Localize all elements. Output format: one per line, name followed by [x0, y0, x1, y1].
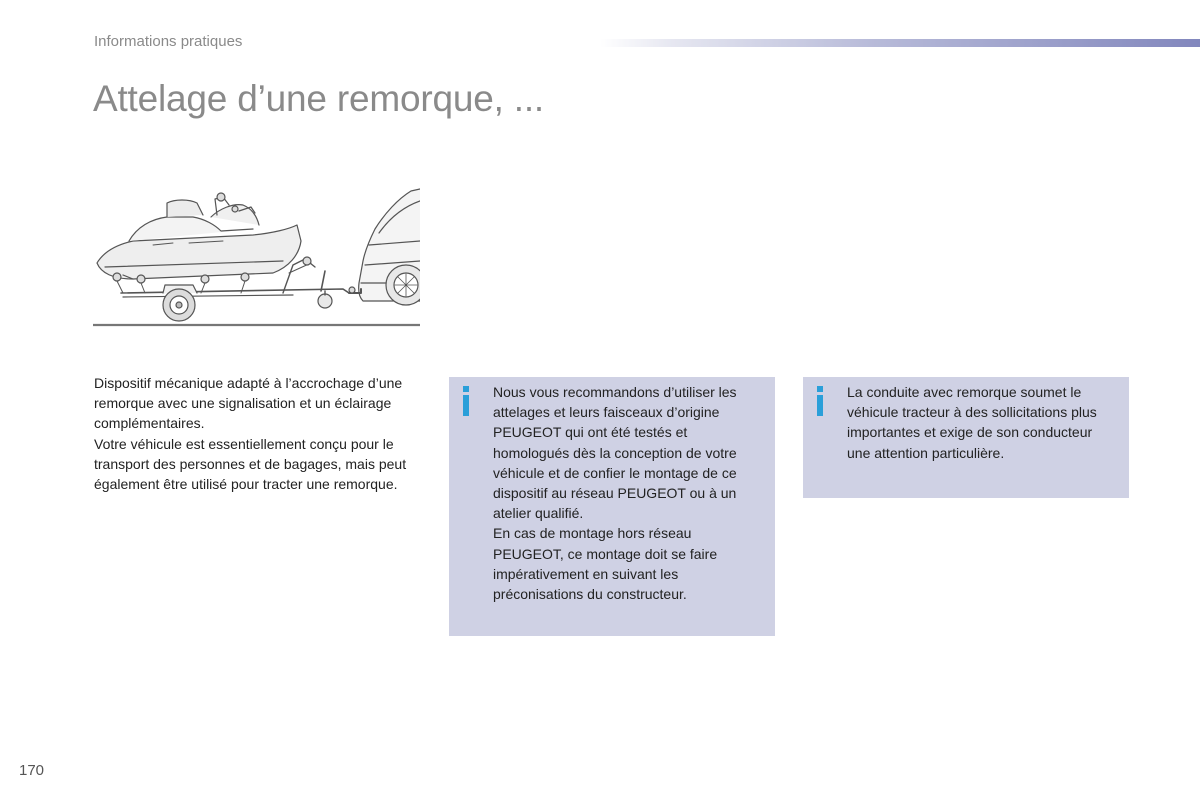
section-label: Informations pratiques — [94, 33, 243, 50]
info-paragraph: La conduite avec remorque soumet le véhicule tracteur à des sollicitations plus importantes et exige de son conducteur une attention particulière. — [847, 384, 1097, 461]
info-box-driving — [803, 377, 1129, 498]
trailer-illustration — [93, 185, 420, 330]
info-icon — [461, 386, 471, 416]
body-paragraph: Votre véhicule est essentiellement conçu pour le transport des personnes et de bagages, mais peut également être utilisé pour tracter une remorque. — [94, 435, 407, 493]
info-box-text — [847, 382, 1119, 463]
info-box-text — [493, 382, 765, 604]
info-icon — [815, 386, 825, 416]
body-text — [94, 373, 424, 494]
body-paragraph: Dispositif mécanique adapté à l’accrochage d’une remorque avec une signalisation et un éclairage complémentaires. — [94, 375, 403, 432]
info-box-recommendation — [449, 377, 775, 636]
info-paragraph: Nous vous recommandons d’utiliser les attelages et leurs faisceaux d’origine PEUGEOT qui ont été testés et homologués dès la conception de votre véhicule et de confier le montage de ce dispositif au réseau PEUGEOT ou à un atelier qualifié. — [493, 384, 737, 522]
page-title: Attelage d’une remorque, ... — [93, 78, 545, 119]
page-number: 170 — [19, 762, 45, 779]
info-paragraph: En cas de montage hors réseau PEUGEOT, ce montage doit se faire impérativement en suivant les préconisations du constructeur. — [493, 525, 718, 603]
header-accent-bar — [600, 39, 1200, 47]
